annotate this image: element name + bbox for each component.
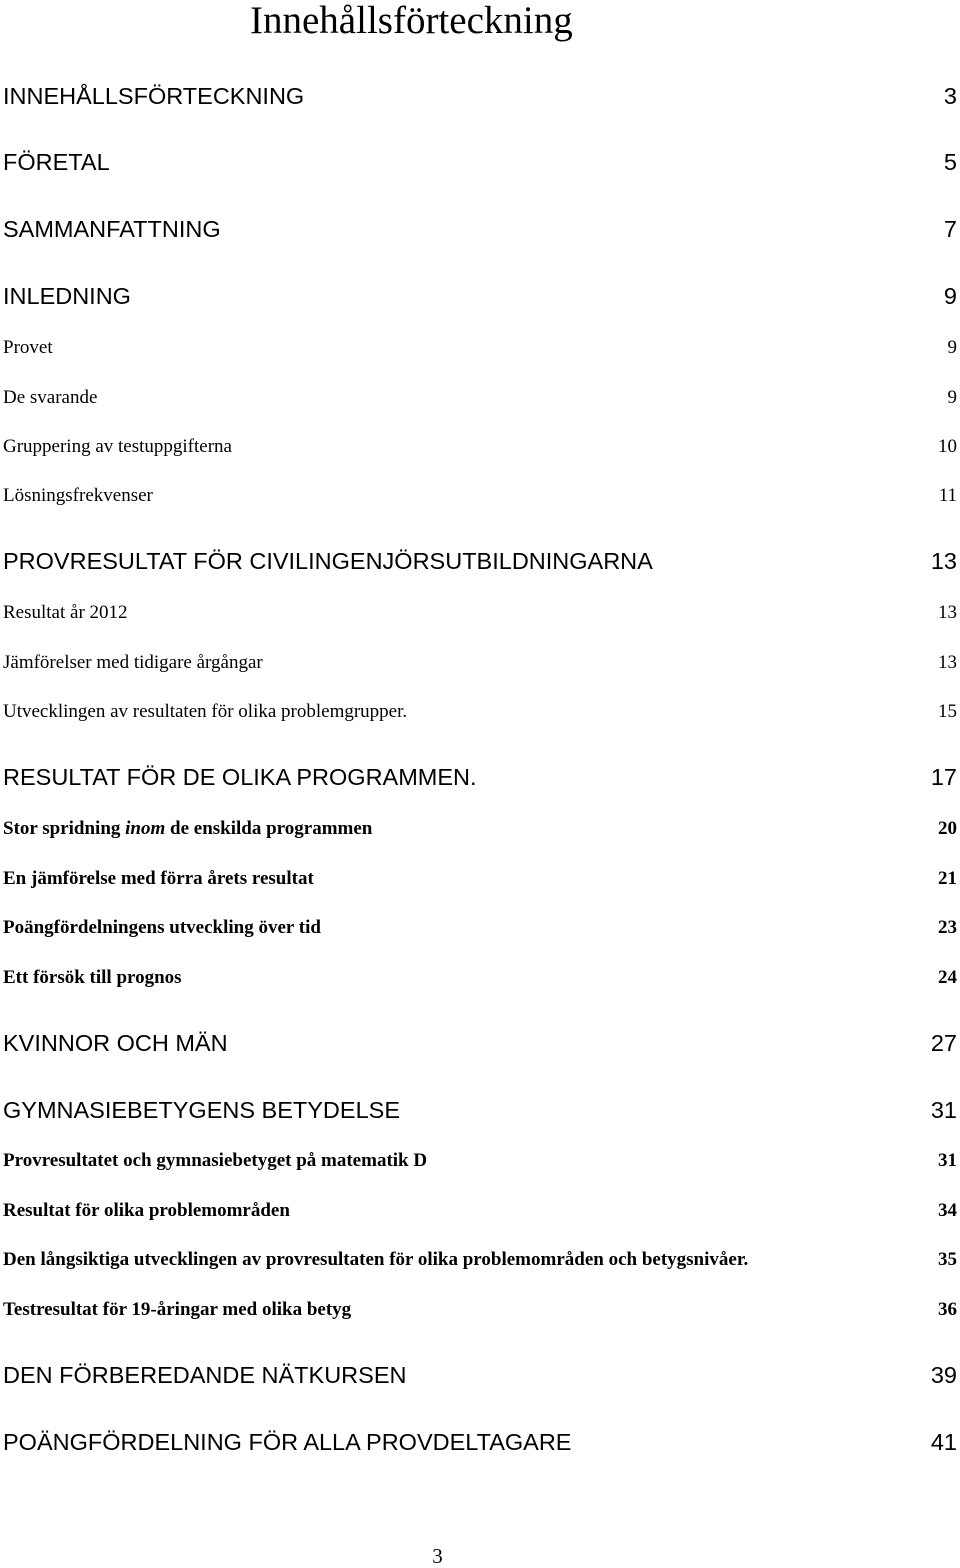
toc-entry-page: 41 [930,1429,957,1455]
toc-entry-title: RESULTAT FÖR DE OLIKA PROGRAMMEN. [3,764,477,790]
emphasis-inom: inom [125,818,166,839]
toc-entry-title: KVINNOR OCH MÄN [3,1030,228,1056]
toc-entry-page: 23 [938,917,957,938]
toc-subentry [3,966,957,990]
toc-entry-page: 21 [938,868,957,889]
toc-subentry [3,867,957,891]
toc-entry-page: 34 [938,1200,957,1221]
toc-entry [3,215,957,243]
toc-entry-page: 35 [938,1249,957,1270]
toc-entry-title: GYMNASIEBETYGENS BETYDELSE [3,1097,400,1123]
toc-subentry [3,484,957,508]
toc-entry-title: INLEDNING [3,283,131,309]
toc-subentry [3,817,957,841]
toc-subentry [3,435,957,459]
toc-entry [3,1428,957,1456]
toc-subentry [3,651,957,675]
toc-entry-page: 9 [947,387,957,408]
toc-entry-title: PROVRESULTAT FÖR CIVILINGENJÖRSUTBILDNINGARNA [3,548,653,574]
toc-entry-page: 11 [938,485,957,506]
toc-entry [3,82,957,110]
toc-subentry [3,336,957,360]
toc-subentry [3,386,957,410]
document-title: Innehållsförteckning [250,0,573,42]
toc-entry-title: Provresultatet och gymnasiebetyget på matematik D [3,1150,428,1171]
toc-entry-page: 10 [938,436,957,457]
toc-subentry [3,1248,957,1272]
toc-entry-title: Provet [3,337,53,358]
toc-entry-title: Utvecklingen av resultaten för olika problemgrupper. [3,701,408,722]
toc-entry-page: 36 [938,1299,957,1320]
toc-entry-title: DEN FÖRBEREDANDE NÄTKURSEN [3,1362,407,1388]
toc-entry-page: 15 [938,701,957,722]
toc-entry-title: POÄNGFÖRDELNING FÖR ALLA PROVDELTAGARE [3,1429,572,1455]
toc-entry-page: 39 [930,1362,957,1388]
toc-entry-title: Gruppering av testuppgifterna [3,436,232,457]
toc-entry-title: INNEHÅLLSFÖRTECKNING [3,83,305,109]
toc-entry-title: Poängfördelningens utveckling över tid [3,917,321,938]
toc-entry-title: Stor spridning inom de enskilda programmen [3,818,373,839]
toc-subentry [3,601,957,625]
toc-subentry [3,1298,957,1322]
toc-entry-page: 27 [930,1030,957,1056]
toc-entry-title: Jämförelser med tidigare årgångar [3,652,263,673]
page-number: 3 [432,1544,443,1568]
toc-entry-page: 24 [938,967,957,988]
toc-entry-page: 9 [947,337,957,358]
toc-entry-title: Resultat år 2012 [3,602,128,623]
toc-entry-title: Ett försök till prognos [3,967,182,988]
toc-entry-page: 13 [938,652,957,673]
toc-subentry [3,1149,957,1173]
toc-entry-title: SAMMANFATTNING [3,216,221,242]
toc-entry-page: 13 [930,548,957,574]
toc-entry-page: 3 [943,83,957,109]
toc-entry-page: 7 [943,216,957,242]
toc-entry [3,763,957,791]
toc-entry [3,1096,957,1124]
toc-entry [3,547,957,575]
toc-entry-page: 13 [938,602,957,623]
toc-subentry [3,700,957,724]
toc-entry-title: FÖRETAL [3,149,110,175]
toc-entry [3,148,957,176]
toc-entry-page: 31 [930,1097,957,1123]
toc-entry-title: Testresultat för 19-åringar med olika betyg [3,1299,352,1320]
toc-entry-page: 9 [943,283,957,309]
toc-entry-page: 17 [930,764,957,790]
toc-subentry [3,916,957,940]
toc-entry [3,1029,957,1057]
toc-entry-page: 31 [938,1150,957,1171]
toc-entry-title: Den långsiktiga utvecklingen av provresultaten för olika problemområden och betygsnivåer. [3,1249,749,1270]
toc-entry-title: Resultat för olika problemområden [3,1200,290,1221]
toc-entry [3,1361,957,1389]
toc-entry-page: 20 [938,818,957,839]
toc-entry-page: 5 [943,149,957,175]
toc-entry-title: De svarande [3,387,98,408]
toc-subentry [3,1199,957,1223]
toc-entry-title: En jämförelse med förra årets resultat [3,868,314,889]
toc-entry [3,282,957,310]
toc-entry-title: Lösningsfrekvenser [3,485,153,506]
